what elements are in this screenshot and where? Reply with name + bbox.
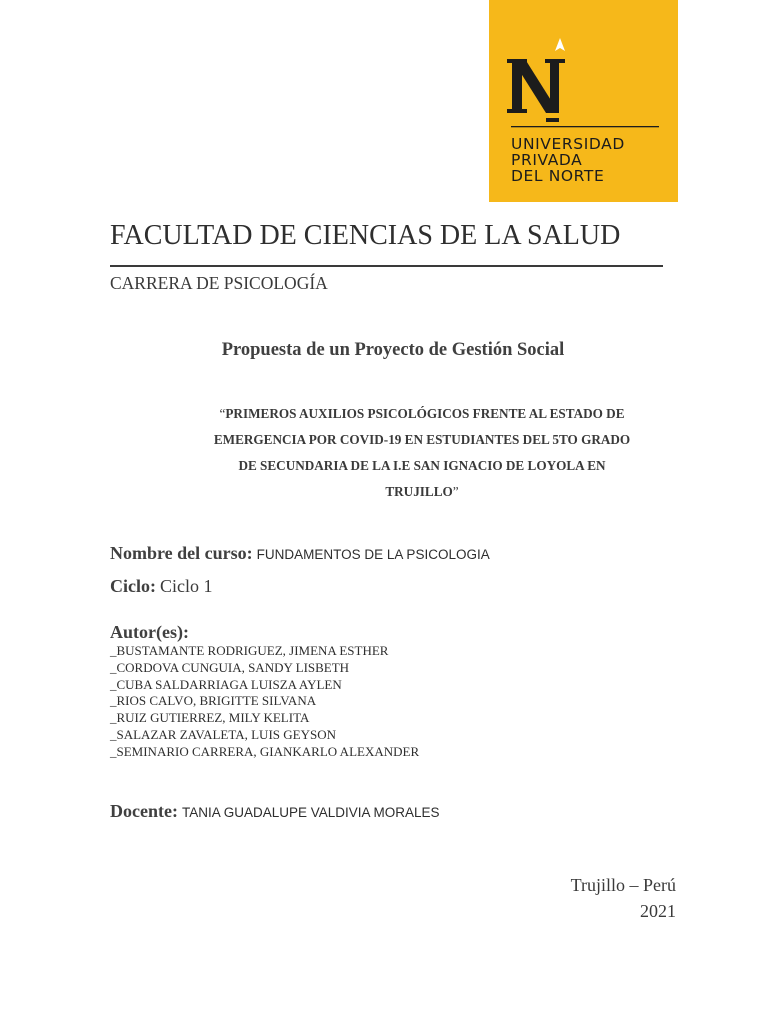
cycle-label: Ciclo:	[110, 576, 156, 596]
author-item: _CORDOVA CUNGUIA, SANDY LISBETH	[110, 659, 350, 675]
author-item: _SEMINARIO CARRERA, GIANKARLO ALEXANDER	[110, 743, 420, 759]
place-text: Trujillo – Perú	[570, 875, 676, 895]
teacher-label: Docente:	[110, 801, 178, 821]
project-title	[168, 401, 676, 505]
project-title-line: PRIMEROS AUXILIOS PSICOLÓGICOS FRENTE AL ESTADO DE	[225, 406, 625, 421]
heading-divider	[110, 265, 663, 267]
cycle-value: Ciclo 1	[159, 576, 213, 596]
course-value: FUNDAMENTOS DE LA PSICOLOGIA	[256, 547, 490, 562]
open-quote: “	[219, 406, 226, 421]
author-item: _RIOS CALVO, BRIGITTE SILVANA	[110, 693, 317, 709]
year-text: 2021	[640, 901, 676, 921]
star-icon	[555, 38, 565, 51]
logo-name-line: DEL NORTE	[511, 167, 605, 185]
author-item: _BUSTAMANTE RODRIGUEZ, JIMENA ESTHER	[110, 643, 389, 658]
project-title-line: EMERGENCIA POR COVID-19 EN ESTUDIANTES DEL 5TO GRADO	[213, 432, 631, 447]
author-item: _SALAZAR ZAVALETA, LUIS GEYSON	[110, 726, 336, 742]
university-logo	[489, 0, 678, 202]
project-title-line: DE SECUNDARIA DE LA I.E SAN IGNACIO DE LOYOLA EN	[238, 458, 606, 473]
course-field	[110, 542, 490, 566]
course-label: Nombre del curso:	[110, 543, 253, 563]
cycle-field	[110, 575, 212, 599]
logo-university-name	[511, 136, 625, 184]
project-title-line: TRUJILLO	[385, 484, 453, 499]
logo-name-line: PRIVADA	[511, 151, 583, 169]
logo-divider	[511, 126, 659, 127]
authors-label: Autor(es):	[110, 622, 189, 642]
author-item: _RUIZ GUTIERREZ, MILY KELITA	[110, 710, 310, 726]
close-quote: ”	[452, 484, 459, 499]
logo-name-line: UNIVERSIDAD	[511, 135, 625, 153]
author-item: _CUBA SALDARRIAGA LUISZA AYLEN	[110, 676, 342, 692]
place-and-year	[571, 872, 676, 924]
proposal-title: Propuesta de un Proyecto de Gestión Social	[221, 340, 565, 360]
teacher-value: TANIA GUADALUPE VALDIVIA MORALES	[181, 805, 440, 820]
authors-list	[110, 643, 419, 761]
career-subheading: CARRERA DE PSICOLOGÍA	[110, 273, 328, 293]
faculty-heading: FACULTAD DE CIENCIAS DE LA SALUD	[110, 220, 621, 251]
teacher-field	[110, 800, 440, 824]
